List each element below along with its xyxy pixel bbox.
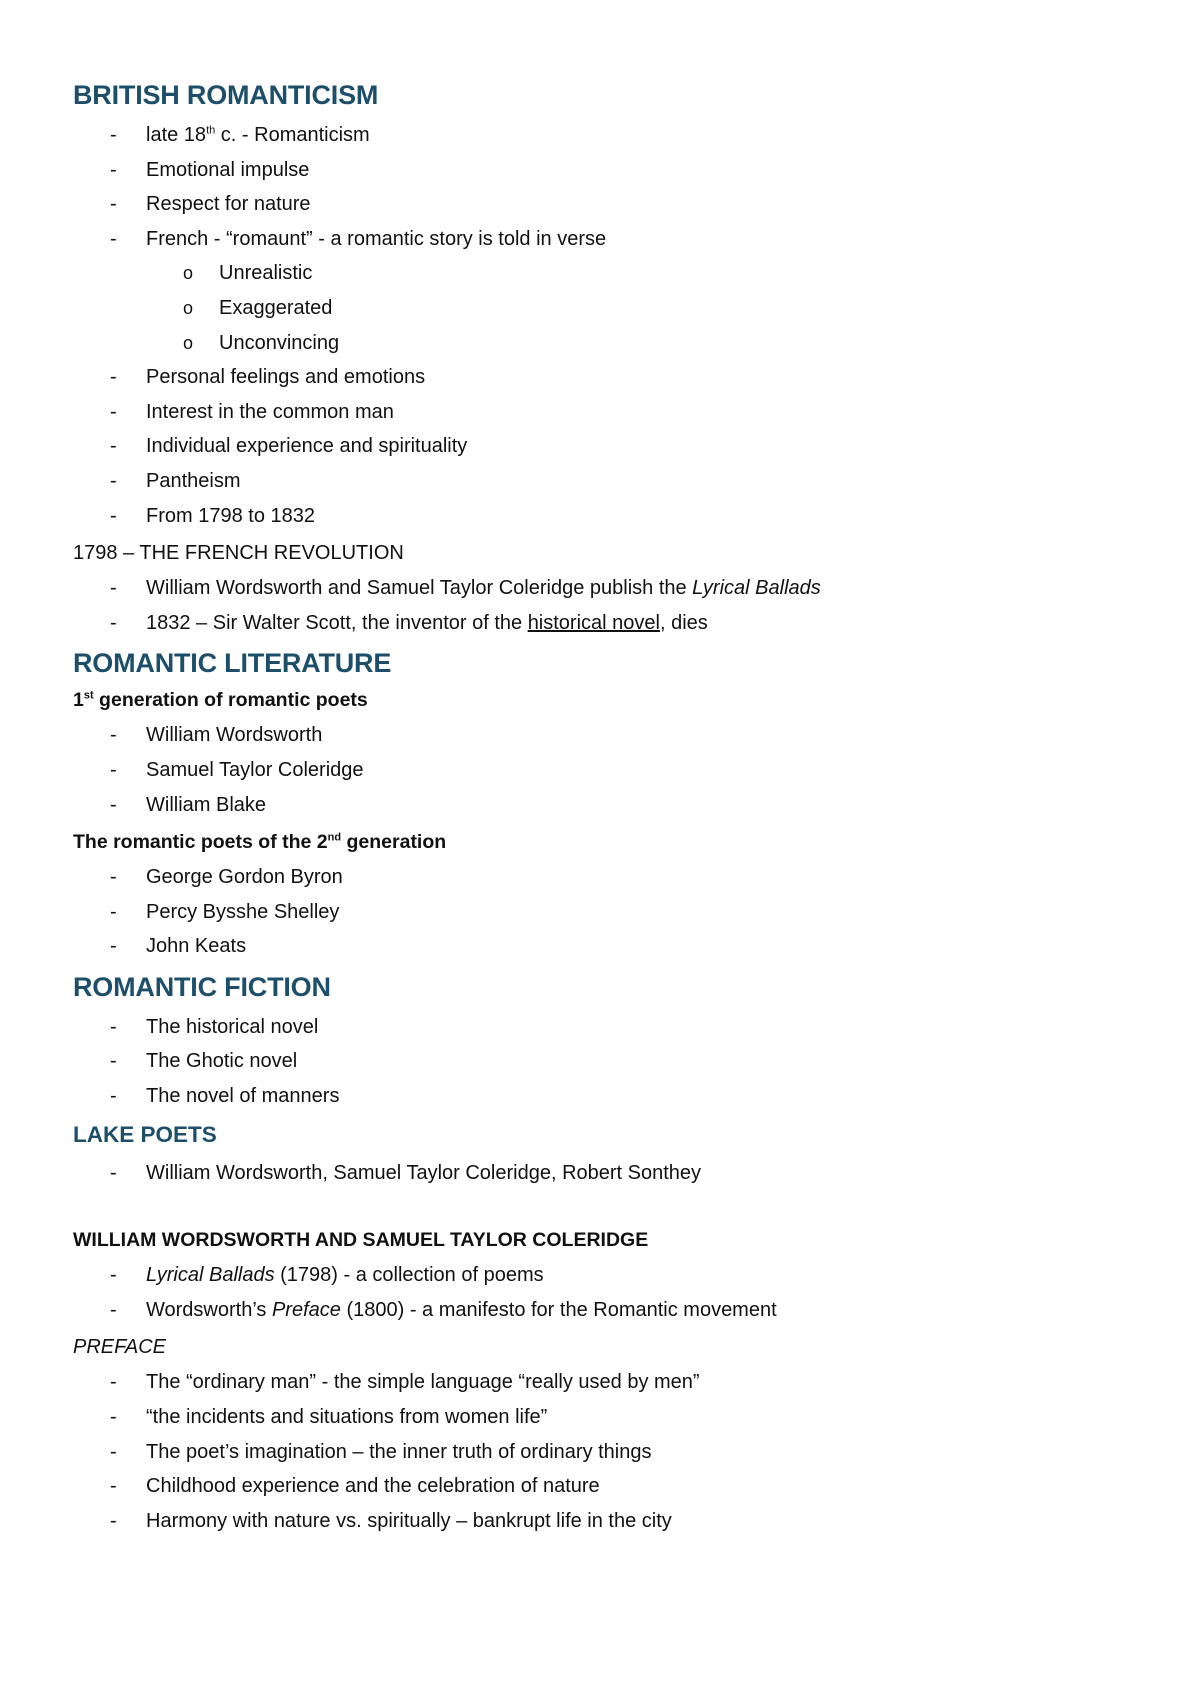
item-text: The “ordinary man” - the simple language “really used by men” <box>146 1371 700 1394</box>
item-text: Percy Bysshe Shelley <box>146 900 340 923</box>
list-item <box>73 499 1133 534</box>
heading-lake-poets: LAKE POETS <box>73 1121 217 1147</box>
circle-bullet-marker: o <box>183 297 194 318</box>
dash-marker: - <box>110 724 117 747</box>
british-list <box>73 118 1133 533</box>
circle-bullet-marker: o <box>183 332 194 353</box>
dash-marker: - <box>110 158 117 181</box>
list-item <box>73 1044 1133 1079</box>
sub-list-item <box>73 326 1133 361</box>
list-item <box>73 429 1133 464</box>
dash-marker: - <box>110 435 117 458</box>
dash-marker: - <box>110 1050 117 1073</box>
list-item <box>73 1504 1133 1539</box>
subheading-second-generation <box>73 828 1133 856</box>
underlined-text: historical novel <box>527 611 660 634</box>
dash-marker: - <box>110 1509 117 1532</box>
item-text: French - “romaunt” - a romantic story is told in verse <box>146 227 607 250</box>
first-generation-list <box>73 718 1133 822</box>
sub-list-item <box>73 291 1133 326</box>
item-text: late 18 <box>146 124 207 146</box>
dash-marker: - <box>110 1440 117 1463</box>
dash-marker: - <box>110 793 117 816</box>
list-item <box>73 1435 1133 1470</box>
list-item <box>73 1010 1133 1045</box>
list-item <box>73 895 1133 930</box>
item-text: Interest in the common man <box>146 400 394 423</box>
dash-marker: - <box>110 400 117 423</box>
heading-romantic-literature: ROMANTIC LITERATURE <box>73 648 392 679</box>
subheading-text: 1 <box>73 689 84 712</box>
item-text: The historical novel <box>146 1015 319 1038</box>
italic-title: Preface <box>271 1298 341 1321</box>
item-text: William Wordsworth and Samuel Taylor Coleridge publish the <box>146 577 693 600</box>
item-text: William Wordsworth, Samuel Taylor Coleridge, Robert Sonthey <box>146 1161 702 1184</box>
list-item <box>73 1365 1133 1400</box>
item-text: The poet’s imagination – the inner truth of ordinary things <box>146 1440 652 1463</box>
dash-marker: - <box>110 366 117 389</box>
list-item <box>73 1400 1133 1435</box>
list-item <box>73 860 1133 895</box>
item-text: 1832 – Sir Walter Scott, the inventor of the <box>146 611 528 634</box>
item-text: William Blake <box>146 793 267 816</box>
list-item <box>73 360 1133 395</box>
item-text: From 1798 to 1832 <box>146 504 315 527</box>
item-text: William Wordsworth <box>146 724 323 747</box>
item-text: Unrealistic <box>219 262 313 285</box>
item-text: “the incidents and situations from women life” <box>146 1406 548 1429</box>
superscript: th <box>206 124 216 137</box>
subheading-text: The romantic poets of the 2 <box>73 831 328 854</box>
french-revolution-line: 1798 – THE FRENCH REVOLUTION <box>73 542 404 565</box>
preface-label: PREFACE <box>73 1336 166 1359</box>
dash-marker: - <box>110 758 117 781</box>
list-item <box>73 187 1133 222</box>
dash-marker: - <box>110 227 117 250</box>
italic-title: Lyrical Ballads <box>692 577 821 600</box>
preface-list <box>73 1365 1133 1538</box>
subheading-first-generation <box>73 686 1133 714</box>
item-text: Samuel Taylor Coleridge <box>146 758 364 781</box>
list-item <box>73 118 1133 153</box>
item-text: Exaggerated <box>219 296 333 319</box>
list-item <box>73 464 1133 499</box>
subheading-wordsworth-coleridge: WILLIAM WORDSWORTH AND SAMUEL TAYLOR COLERIDGE <box>73 1229 649 1252</box>
dash-marker: - <box>110 193 117 216</box>
lake-poets-list <box>73 1156 1133 1191</box>
subheading-text: generation of romantic poets <box>93 689 368 712</box>
item-text: Unconvincing <box>219 331 340 354</box>
list-item <box>73 222 1133 257</box>
item-text: The novel of manners <box>146 1085 340 1108</box>
superscript: st <box>83 689 94 702</box>
list-item <box>73 1079 1133 1114</box>
item-text: Individual experience and spirituality <box>146 435 468 458</box>
item-text: Pantheism <box>146 469 241 492</box>
list-item <box>73 929 1133 964</box>
dash-marker: - <box>110 935 117 958</box>
list-item <box>73 1293 1133 1328</box>
circle-bullet-marker: o <box>183 263 194 284</box>
revolution-list <box>73 571 1133 640</box>
list-item <box>73 571 1133 606</box>
document-page <box>73 78 1133 1538</box>
dash-marker: - <box>110 1161 117 1184</box>
item-text: (1798) - a collection of poems <box>274 1264 544 1287</box>
dash-marker: - <box>110 124 117 146</box>
dash-marker: - <box>110 1371 117 1394</box>
dash-marker: - <box>110 611 117 634</box>
italic-title: Lyrical Ballads <box>146 1264 275 1287</box>
superscript: nd <box>327 831 342 844</box>
item-text: Childhood experience and the celebration of nature <box>146 1475 600 1498</box>
dash-marker: - <box>110 1298 117 1321</box>
fiction-list <box>73 1010 1133 1114</box>
sub-list-item <box>73 256 1133 291</box>
blank-line <box>73 1190 1133 1220</box>
heading-british-romanticism: BRITISH ROMANTICISM <box>73 80 379 110</box>
dash-marker: - <box>110 866 117 889</box>
dash-marker: - <box>110 1475 117 1498</box>
item-text: (1800) - a manifesto for the Romantic movement <box>340 1298 777 1321</box>
item-text: The Ghotic novel <box>146 1050 298 1073</box>
list-item <box>73 718 1133 753</box>
dash-marker: - <box>110 1406 117 1429</box>
list-item <box>73 753 1133 788</box>
list-item <box>73 1469 1133 1504</box>
dash-marker: - <box>110 469 117 492</box>
dash-marker: - <box>110 900 117 923</box>
item-text: Respect for nature <box>146 193 311 216</box>
dash-marker: - <box>110 1015 117 1038</box>
dash-marker: - <box>110 1085 117 1108</box>
list-item <box>73 395 1133 430</box>
list-item <box>73 606 1133 641</box>
item-text: John Keats <box>146 935 247 958</box>
dash-marker: - <box>110 577 117 600</box>
item-text: , dies <box>659 611 708 634</box>
item-text: Wordsworth’s <box>146 1298 272 1321</box>
item-text: c. - Romanticism <box>215 124 370 146</box>
list-item <box>73 1156 1133 1191</box>
second-generation-list <box>73 860 1133 964</box>
item-text: George Gordon Byron <box>146 866 343 889</box>
heading-romantic-fiction: ROMANTIC FICTION <box>73 971 331 1002</box>
wordsworth-coleridge-list <box>73 1258 1133 1327</box>
list-item <box>73 1258 1133 1293</box>
list-item <box>73 788 1133 823</box>
list-item <box>73 153 1133 188</box>
dash-marker: - <box>110 504 117 527</box>
item-text: Emotional impulse <box>146 158 310 181</box>
item-text: Personal feelings and emotions <box>146 366 426 389</box>
item-text: Harmony with nature vs. spiritually – bankrupt life in the city <box>146 1509 672 1532</box>
dash-marker: - <box>110 1264 117 1287</box>
subheading-text: generation <box>341 831 447 854</box>
